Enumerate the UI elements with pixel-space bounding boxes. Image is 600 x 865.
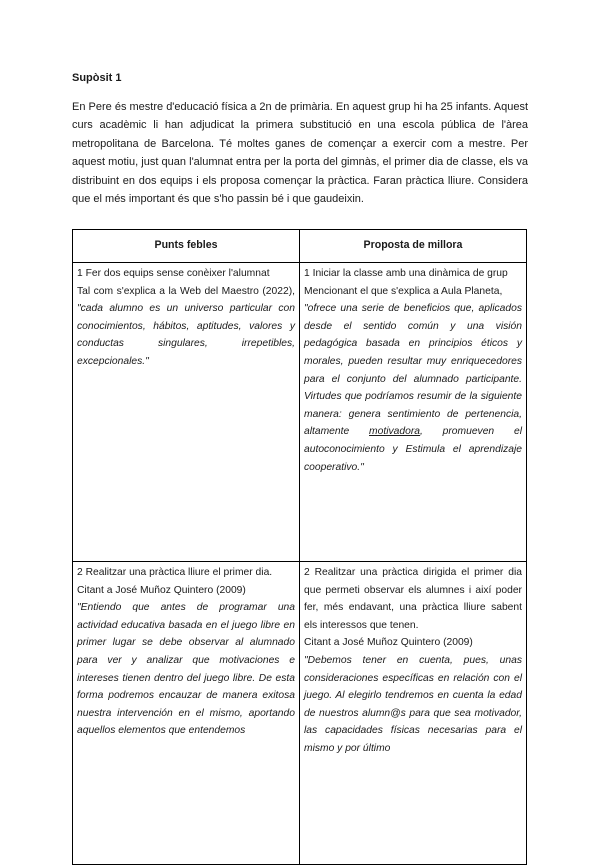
table-row xyxy=(73,263,527,562)
intro-paragraph: En Pere és mestre d'educació física a 2n de primària. En aquest grup hi ha 25 infants. Aquest curs acadèmic li han adjudicat la primera substitució en una escola pública de l'àrea metropolitana de Barcelona. Té moltes ganes de començar a exercir com a mestre. Per aquest motiu, just quan l'alumnat entra per la porta del gimnàs, el primer dia de classe, els va distribuint en dos equips i els proposa començar la pràctica. Faran pràctica lliure. Considera que el més important és que s'ho passin bé i que gaudeixin. xyxy=(72,101,528,206)
underlined-word: motivadora xyxy=(369,426,420,438)
weak-point-heading: 2 Realitzar una pràctica lliure el primer dia. xyxy=(77,567,273,578)
proposal-heading: 1 Iniciar la classe amb una dinàmica de grup xyxy=(304,268,508,279)
citation-source: Tal com s'explica a la Web del Maestro (2022), xyxy=(77,285,295,297)
weak-point-heading: 1 Fer dos equips sense conèixer l'alumnat xyxy=(77,268,270,279)
citation-quote xyxy=(304,303,522,472)
citation-quote: "cada alumno es un universo particular con conocimientos, hábitos, aptitudes, valores y conductas singulares, irrepetibles, excepcionales." xyxy=(77,303,295,367)
quote-part: "ofrece una serie de beneficios que, aplicados desde el sentido común y una visión pedagógica basada en principios éticos y morales, pueden resultar muy enriquecedores para el conjunto del alumnado participante. Virtudes que podríamos resumir de la siguiente manera: genera sentimiento de pertenencia, altamente xyxy=(304,303,522,438)
page-title: Supòsit 1 xyxy=(72,72,122,84)
citation-source: Citant a José Muñoz Quintero (2009) xyxy=(304,637,473,649)
header-weak-points: Punts febles xyxy=(73,230,300,263)
citation-quote: "Debemos tener en cuenta, pues, unas consideraciones específicas en relación con el juego. Al elegirlo tendremos en cuenta la edad de nuestros alumn@s para que sea motivador, las capacidades físicas necesarias para el mismo y por último xyxy=(304,654,522,754)
proposal-cell xyxy=(300,562,527,865)
improvement-table xyxy=(72,229,527,865)
citation-quote: "Entiendo que antes de programar una actividad educativa basada en el juego libre en primer lugar se debe observar al alumnado para ver y analizar que motivaciones e intereses tienen dentro del juego libre. De esta forma podremos encauzar de manera exitosa nuestra intervención en el mismo, aportando aquellos elementos que entendemos xyxy=(77,602,295,737)
table-header-row xyxy=(73,230,527,263)
citation-source: Mencionant el que s'explica a Aula Planeta, xyxy=(304,285,503,297)
table-row xyxy=(73,562,527,865)
weak-point-cell xyxy=(73,562,300,865)
citation-source: Citant a José Muñoz Quintero (2009) xyxy=(77,584,246,596)
quote-part: , promueven el autoconocimiento y Estimula el aprendizaje cooperativo." xyxy=(304,426,522,473)
proposal-heading: 2 Realitzar una pràctica dirigida el primer dia que permeti observar els alumnes i així poder fer, més endavant, una pràctica lliure sabent els interessos que tenen. xyxy=(304,567,522,631)
weak-point-cell xyxy=(73,263,300,562)
proposal-cell xyxy=(300,263,527,562)
header-improvement-proposal: Proposta de millora xyxy=(300,230,527,263)
